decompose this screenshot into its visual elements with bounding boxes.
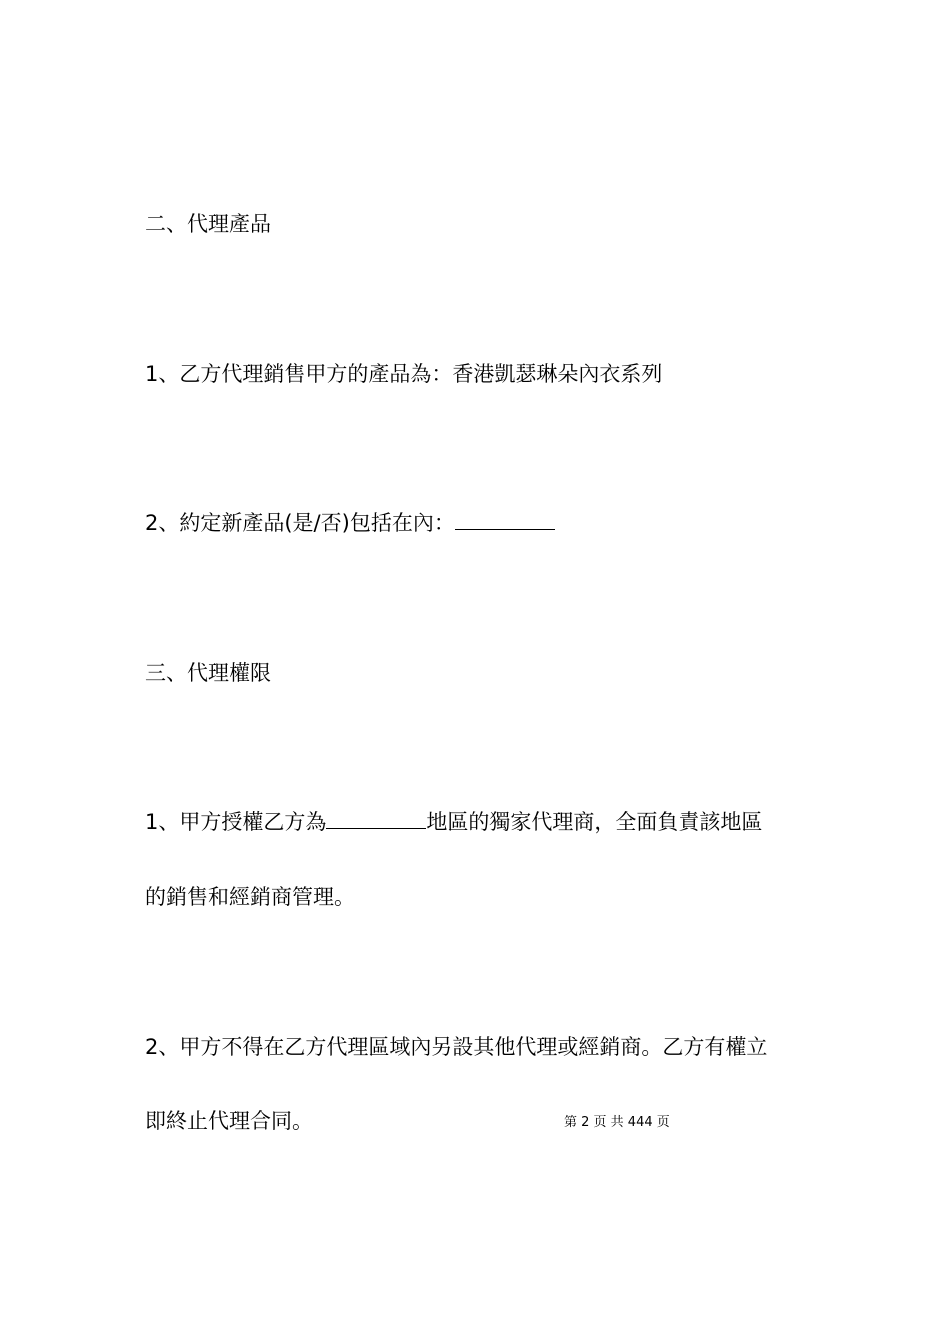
clause-new-products	[145, 509, 555, 537]
new-products-blank	[455, 509, 555, 530]
clause-no-other-agents-line2: 即終止代理合同。	[145, 1109, 313, 1133]
clause-exclusive-agent-line2: 的銷售和經銷商管理。	[145, 885, 355, 909]
section-heading-products: 二、代理產品	[145, 212, 271, 236]
clause-product-scope: 1、乙方代理銷售甲方的產品為：香港凱瑟琳朵內衣系列	[145, 362, 663, 386]
clause-exclusive-agent-text: 1、甲方授權乙方為	[145, 810, 327, 834]
clause-exclusive-agent	[145, 808, 762, 836]
clause-no-other-agents: 2、甲方不得在乙方代理區域內另設其他代理或經銷商。乙方有權立	[145, 1035, 768, 1059]
region-blank	[326, 808, 426, 829]
page-number-footer: 第 2 页 共 444 页	[564, 1115, 670, 1130]
section-heading-authority: 三、代理權限	[145, 661, 271, 685]
clause-new-products-text: 2、約定新產品(是/否)包括在內：	[145, 511, 455, 535]
clause-exclusive-agent-text-cont: 地區的獨家代理商，全面負責該地區	[426, 810, 763, 834]
